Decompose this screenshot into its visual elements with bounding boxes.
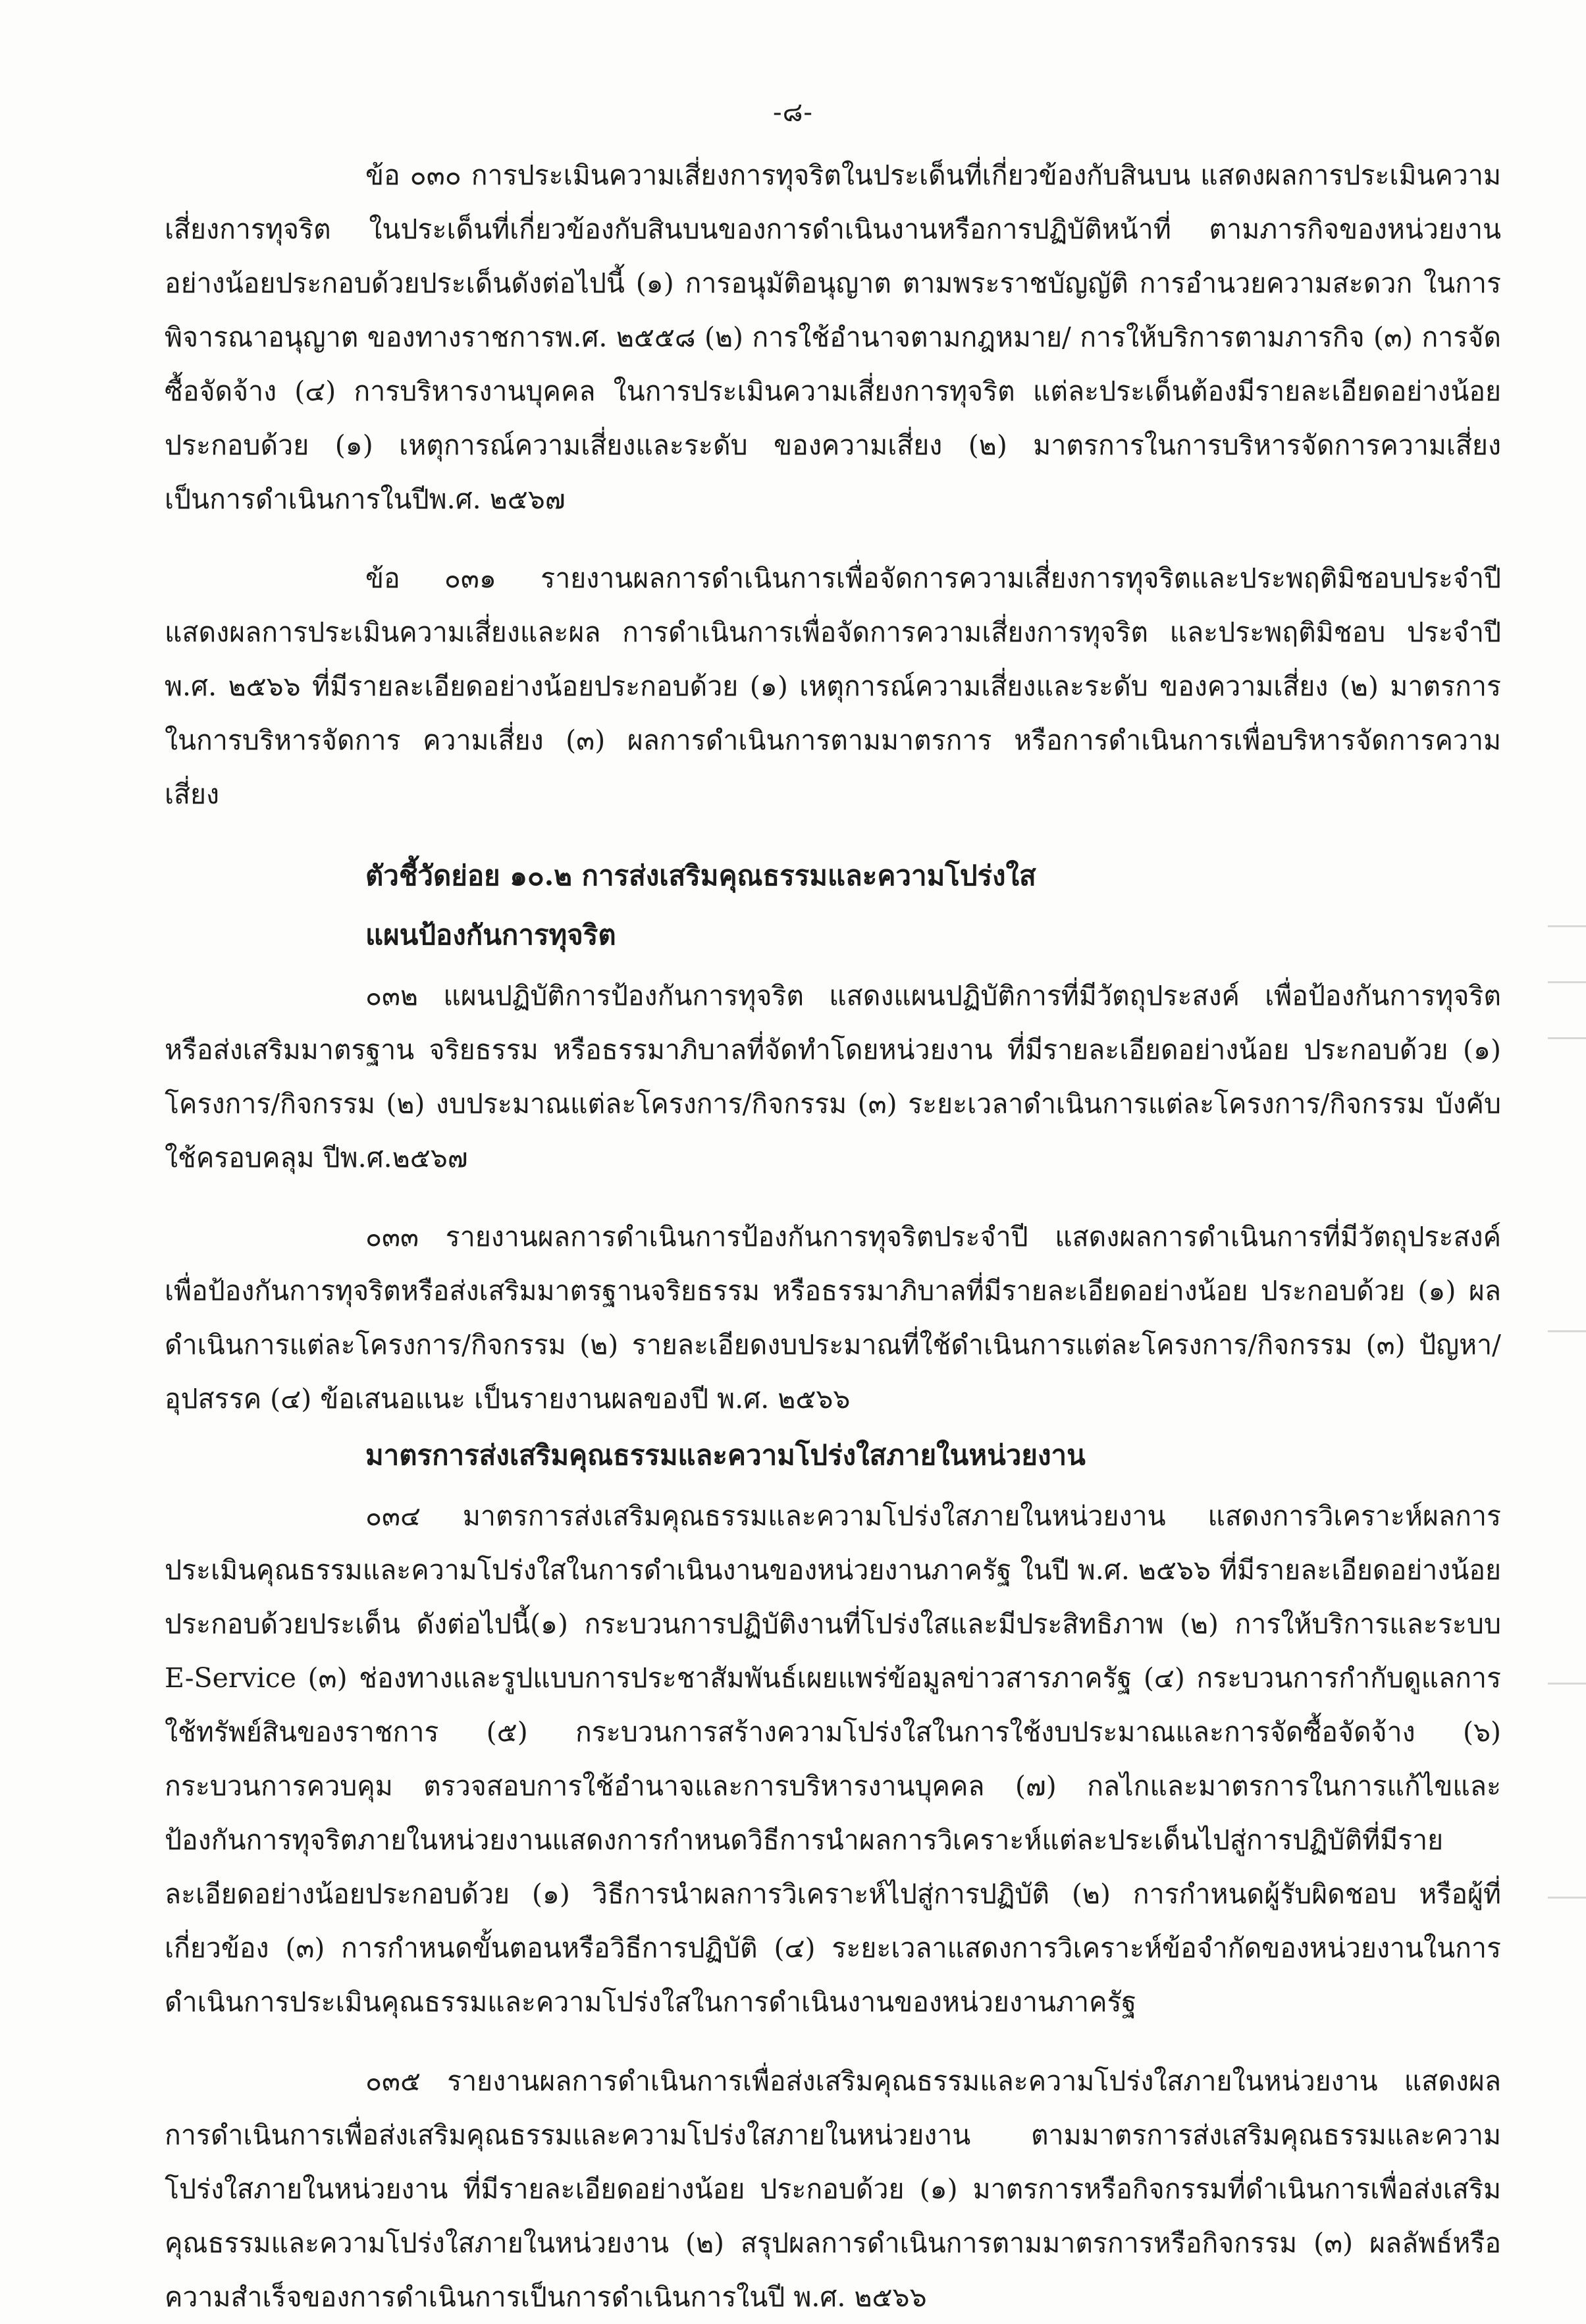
- scan-mark: [1548, 981, 1586, 983]
- item-034-paragraph: ๐๓๔ มาตรการส่งเสริมคุณธรรมและความโปร่งใสภายในหน่วยงาน แสดงการวิเคราะห์ผลการประเมินคุณธรรมและความโปร่งใสในการดำเนินงานของหน่วยงานภาครัฐ ในปี พ.ศ. ๒๕๖๖ ที่มีรายละเอียดอย่างน้อยประกอบด้วยประเด็น ดังต่อไปนี้(๑) กระบวนการปฏิบัติงานที่โปร่งใสและมีประสิทธิภาพ (๒) การให้บริการและระบบ E-Service (๓) ช่องทางและรูปแบบการประชาสัมพันธ์เผยแพร่ข้อมูลข่าวสารภาครัฐ (๔) กระบวนการกำกับดูแลการใช้ทรัพย์สินของราชการ (๕) กระบวนการสร้างความโปร่งใสในการใช้งบประมาณและการจัดซื้อจัดจ้าง (๖) กระบวนการควบคุม ตรวจสอบการใช้อำนาจและการบริหารงานบุคคล (๗) กลไกและมาตรการในการแก้ไขและป้องกันการทุจริตภายในหน่วยงานแสดงการกำหนดวิธีการนำผลการวิเคราะห์แต่ละประเด็นไปสู่การปฏิบัติที่มีรายละเอียดอย่างน้อยประกอบด้วย (๑) วิธีการนำผลการวิเคราะห์ไปสู่การปฏิบัติ (๒) การกำหนดผู้รับผิดชอบ หรือผู้ที่เกี่ยวข้อง (๓) การกำหนดขั้นตอนหรือวิธีการปฏิบัติ (๔) ระยะเวลาแสดงการวิเคราะห์ข้อจำกัดของหน่วยงานในการดำเนินการประเมินคุณธรรมและความโปร่งใสในการดำเนินงานของหน่วยงานภาครัฐ: [165, 1500, 1501, 2018]
- scan-mark: [1548, 925, 1586, 927]
- scan-mark: [1548, 1037, 1586, 1039]
- item-035-paragraph: ๐๓๕ รายงานผลการดำเนินการเพื่อส่งเสริมคุณธรรมและความโปร่งใสภายในหน่วยงาน แสดงผลการดำเนินการเพื่อส่งเสริมคุณธรรมและความโปร่งใสภายในหน่วยงาน ตามมาตรการส่งเสริมคุณธรรมและความโปร่งใสภายในหน่วยงาน ที่มีรายละเอียดอย่างน้อย ประกอบด้วย (๑) มาตรการหรือกิจกรรมที่ดำเนินการเพื่อส่งเสริมคุณธรรมและความโปร่งใสภายในหน่วยงาน (๒) สรุปผลการดำเนินการตามมาตรการหรือกิจกรรม (๓) ผลลัพธ์หรือความสำเร็จของการดำเนินการเป็นการดำเนินการในปี พ.ศ. ๒๕๖๖: [165, 2065, 1501, 2313]
- scan-mark: [1548, 1897, 1586, 1899]
- item-030-paragraph: ข้อ ๐๓๐ การประเมินความเสี่ยงการทุจริตในประเด็นที่เกี่ยวข้องกับสินบน แสดงผลการประเมินความเสี่ยงการทุจริต ในประเด็นที่เกี่ยวข้องกับสินบนของการดำเนินงานหรือการปฏิบัติหน้าที่ ตามภารกิจของหน่วยงาน อย่างน้อยประกอบด้วยประเด็นดังต่อไปนี้ (๑) การอนุมัติอนุญาต ตามพระราชบัญญัติ การอำนวยความสะดวก ในการพิจารณาอนุญาต ของทางราชการพ.ศ. ๒๕๕๘ (๒) การใช้อำนาจตามกฎหมาย/ การให้บริการตามภารกิจ (๓) การจัดซื้อจัดจ้าง (๔) การบริหารงานบุคคล ในการประเมินความเสี่ยงการทุจริต แต่ละประเด็นต้องมีรายละเอียดอย่างน้อย ประกอบด้วย (๑) เหตุการณ์ความเสี่ยงและระดับ ของความเสี่ยง (๒) มาตรการในการบริหารจัดการความเสี่ยง เป็นการดำเนินการในปีพ.ศ. ๒๕๖๗: [165, 159, 1501, 515]
- document-body: [165, 148, 1501, 2324]
- page-number: -๘-: [773, 97, 813, 128]
- item-031-paragraph: ข้อ ๐๓๑ รายงานผลการดำเนินการเพื่อจัดการความเสี่ยงการทุจริตและประพฤติมิชอบประจำปี แสดงผลการประเมินความเสี่ยงและผล การดำเนินการเพื่อจัดการความเสี่ยงการทุจริต และประพฤติมิชอบ ประจำปี พ.ศ. ๒๕๖๖ ที่มีรายละเอียดอย่างน้อยประกอบด้วย (๑) เหตุการณ์ความเสี่ยงและระดับ ของความเสี่ยง (๒) มาตรการในการบริหารจัดการ ความเสี่ยง (๓) ผลการดำเนินการตามมาตรการ หรือการดำเนินการเพื่อบริหารจัดการความเสี่ยง: [165, 562, 1501, 810]
- integrity-measures-heading: มาตรการส่งเสริมคุณธรรมและความโปร่งใสภายในหน่วยงาน: [365, 1439, 1086, 1471]
- item-033-paragraph: ๐๓๓ รายงานผลการดำเนินการป้องกันการทุจริตประจำปี แสดงผลการดำเนินการที่มีวัตถุประสงค์ เพื่อป้องกันการทุจริตหรือส่งเสริมมาตรฐานจริยธรรม หรือธรรมาภิบาลที่มีรายละเอียดอย่างน้อย ประกอบด้วย (๑) ผลดำเนินการแต่ละโครงการ/กิจกรรม (๒) รายละเอียดงบประมาณที่ใช้ดำเนินการแต่ละโครงการ/กิจกรรม (๓) ปัญหา/อุปสรรค (๔) ข้อเสนอแนะ เป็นรายงานผลของปี พ.ศ. ๒๕๖๖: [165, 1221, 1501, 1415]
- item-032-paragraph: ๐๓๒ แผนปฏิบัติการป้องกันการทุจริต แสดงแผนปฏิบัติการที่มีวัตถุประสงค์ เพื่อป้องกันการทุจริต หรือส่งเสริมมาตรฐาน จริยธรรม หรือธรรมาภิบาลที่จัดทำโดยหน่วยงาน ที่มีรายละเอียดอย่างน้อย ประกอบด้วย (๑) โครงการ/กิจกรรม (๒) งบประมาณแต่ละโครงการ/กิจกรรม (๓) ระยะเวลาดำเนินการแต่ละโครงการ/กิจกรรม บังคับใช้ครอบคลุม ปีพ.ศ.๒๕๖๗: [165, 980, 1501, 1174]
- prevention-plan-heading: แผนป้องกันการทุจริต: [365, 919, 616, 951]
- subindicator-heading: ตัวชี้วัดย่อย ๑๐.๒ การส่งเสริมคุณธรรมและความโปร่งใส: [365, 859, 1036, 892]
- scan-mark: [1548, 1683, 1586, 1685]
- scan-mark: [1548, 1330, 1586, 1332]
